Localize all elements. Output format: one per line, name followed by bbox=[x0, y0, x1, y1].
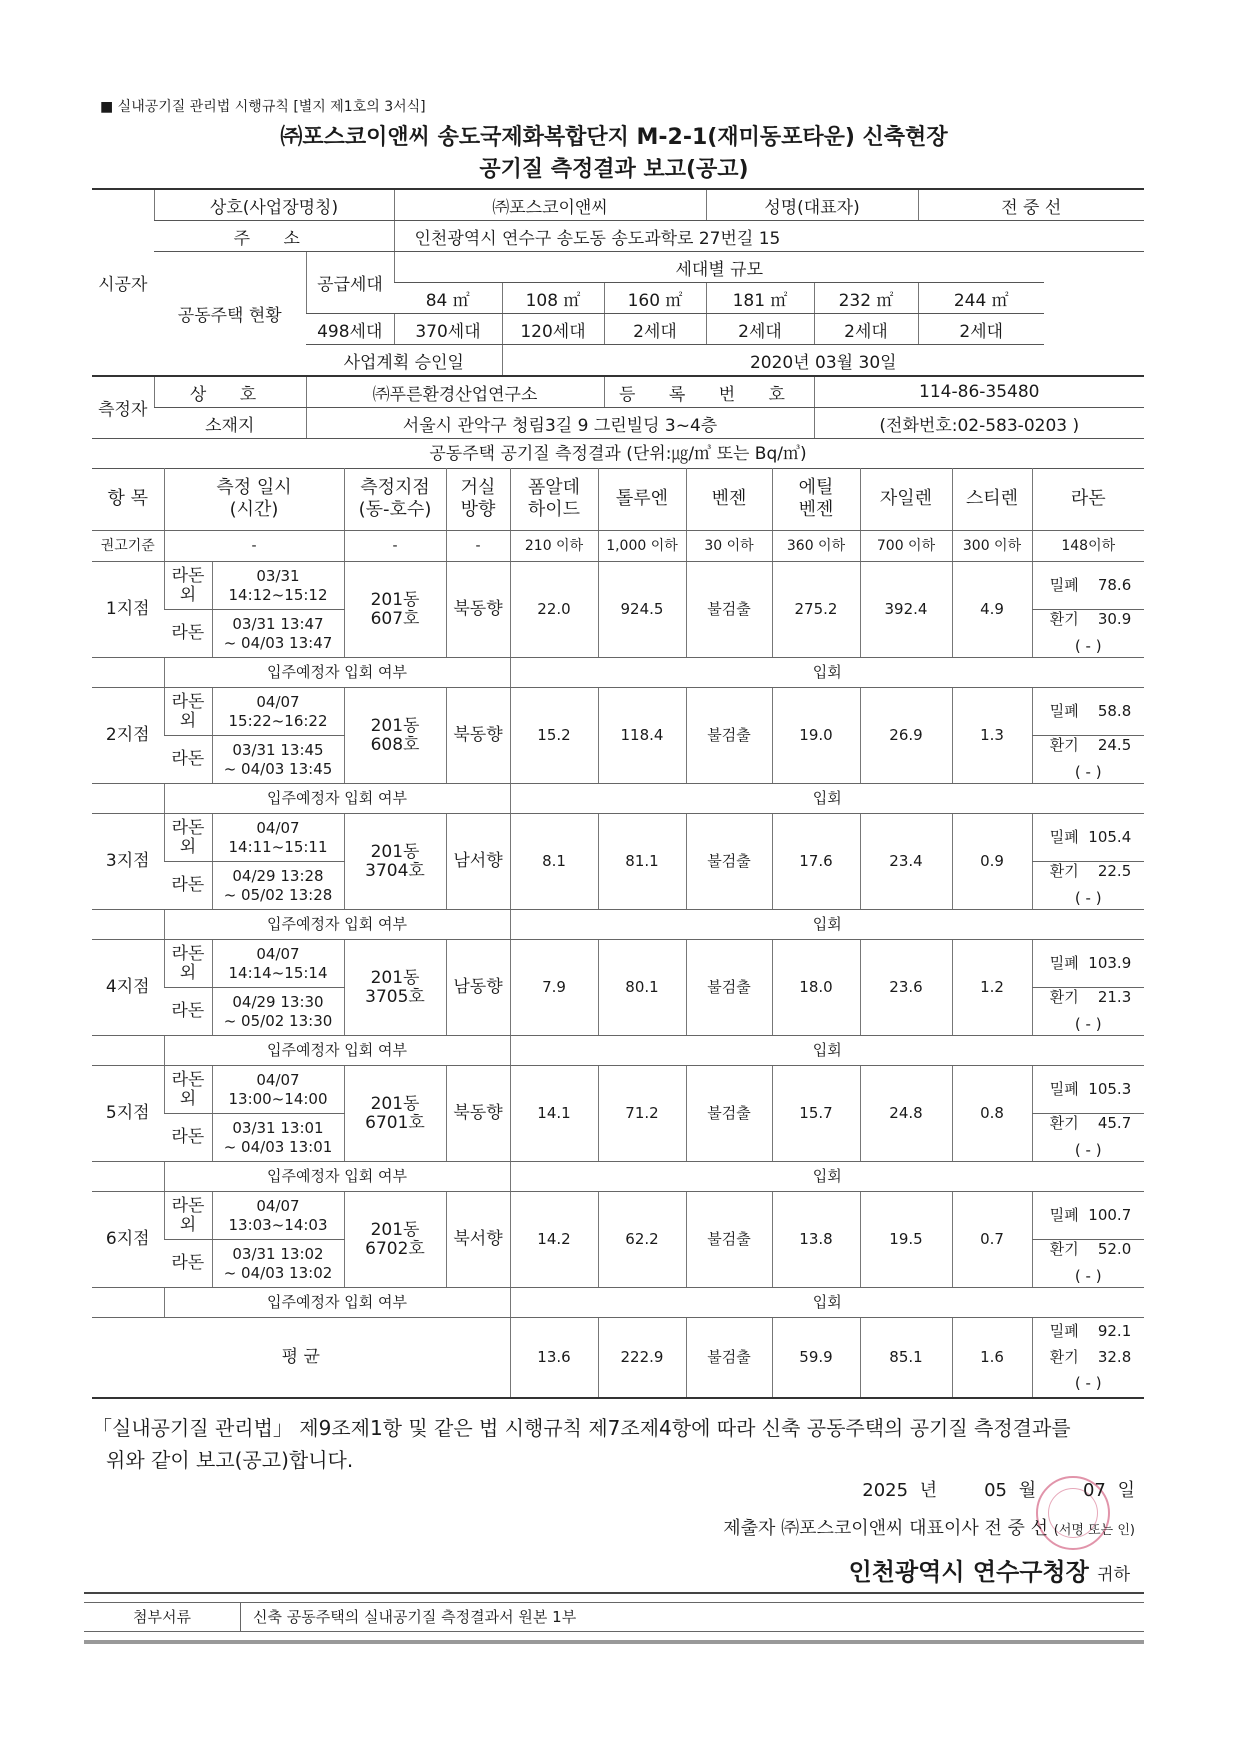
point-time-radon: 04/29 13:30 ~ 05/02 13:30 bbox=[212, 988, 344, 1036]
submitter bbox=[723, 1514, 1135, 1540]
radon-closed-label: 밀폐 bbox=[1049, 702, 1079, 720]
radon-closed-cell bbox=[1032, 688, 1144, 736]
average-radon-paren: ( - ) bbox=[1074, 1374, 1102, 1393]
point-name: 3지점 bbox=[92, 814, 164, 910]
value-styrene: 0.8 bbox=[952, 1066, 1032, 1162]
recipient-name: 인천광역시 연수구청장 bbox=[848, 1558, 1089, 1586]
average-formaldehyde: 13.6 bbox=[510, 1318, 598, 1398]
radon-paren: ( - ) bbox=[1074, 637, 1102, 655]
header-item: 항 목 bbox=[92, 468, 164, 531]
point-location: 201동 607호 bbox=[344, 562, 446, 658]
radon-paren: ( - ) bbox=[1074, 889, 1102, 907]
average-radon-vent-value: 32.8 bbox=[1097, 1348, 1132, 1367]
radon-closed-label: 밀폐 bbox=[1049, 1080, 1079, 1098]
units-244: 2세대 bbox=[918, 314, 1044, 345]
kind-other-label: 라돈 외 bbox=[164, 562, 212, 610]
radon-paren: ( - ) bbox=[1074, 763, 1102, 781]
header-datetime: 측정 일시 (시간) bbox=[164, 468, 344, 531]
average-benzene: 불검출 bbox=[686, 1318, 772, 1398]
average-radon-vent-label: 환기 bbox=[1049, 1348, 1079, 1367]
radon-vent-value: 30.9 bbox=[1097, 610, 1132, 628]
value-ethylbenzene: 15.7 bbox=[772, 1066, 860, 1162]
radon-vent-cell bbox=[1032, 736, 1144, 784]
honorific: 귀하 bbox=[1097, 1565, 1130, 1585]
point-direction: 북서향 bbox=[446, 1192, 510, 1288]
value-toluene: 62.2 bbox=[598, 1192, 686, 1288]
radon-closed-value: 105.4 bbox=[1088, 828, 1132, 846]
average-row bbox=[92, 1318, 1144, 1398]
builder-name-label: 상호(사업장명칭) bbox=[154, 189, 394, 221]
radon-vent-label: 환기 bbox=[1049, 862, 1079, 880]
attend-value: 입회 bbox=[510, 784, 1144, 814]
kind-radon-label: 라돈 bbox=[164, 988, 212, 1036]
point-direction: 남서향 bbox=[446, 814, 510, 910]
kind-radon-label: 라돈 bbox=[164, 1240, 212, 1288]
standard-point: - bbox=[344, 531, 446, 562]
closing-line-1: 「실내공기질 관리법」 제9조제1항 및 같은 법 시행규칙 제7조제4항에 따라 신축 공동주택의 공기질 측정결과를 bbox=[92, 1416, 1071, 1440]
point-location: 201동 6702호 bbox=[344, 1192, 446, 1288]
average-styrene: 1.6 bbox=[952, 1318, 1032, 1398]
radon-vent-label: 환기 bbox=[1049, 736, 1079, 754]
total-units: 498세대 bbox=[306, 314, 394, 345]
point-location: 201동 608호 bbox=[344, 688, 446, 784]
value-ethylbenzene: 18.0 bbox=[772, 940, 860, 1036]
point-time-other: 04/07 15:22~16:22 bbox=[212, 688, 344, 736]
results-table bbox=[92, 468, 1144, 1399]
kind-radon-label: 라돈 bbox=[164, 736, 212, 784]
builder-rep-label: 성명(대표자) bbox=[706, 189, 918, 221]
attend-spacer bbox=[92, 1162, 164, 1192]
point-time-radon: 03/31 13:45 ~ 04/03 13:45 bbox=[212, 736, 344, 784]
value-formaldehyde: 22.0 bbox=[510, 562, 598, 658]
radon-closed-cell bbox=[1032, 940, 1144, 988]
attend-spacer bbox=[92, 784, 164, 814]
attachment-row bbox=[84, 1602, 1144, 1632]
radon-closed-cell bbox=[1032, 1192, 1144, 1240]
attend-spacer bbox=[92, 910, 164, 940]
standard-benzene: 30 이하 bbox=[686, 531, 772, 562]
form-reference: ■ 실내공기질 관리법 시행규칙 [별지 제1호의 3서식] bbox=[100, 99, 426, 115]
measurer-loc-label: 소재지 bbox=[154, 408, 306, 439]
value-styrene: 1.2 bbox=[952, 940, 1032, 1036]
attend-label: 입주예정자 입회 여부 bbox=[164, 1162, 510, 1192]
radon-vent-label: 환기 bbox=[1049, 988, 1079, 1006]
supply-label: 공급세대 bbox=[306, 252, 394, 314]
value-benzene: 불검출 bbox=[686, 940, 772, 1036]
value-styrene: 1.3 bbox=[952, 688, 1032, 784]
standard-ethylbenzene: 360 이하 bbox=[772, 531, 860, 562]
point-row bbox=[92, 1192, 1144, 1240]
header-styrene: 스티렌 bbox=[952, 468, 1032, 531]
units-181: 2세대 bbox=[706, 314, 814, 345]
value-xylene: 23.4 bbox=[860, 814, 952, 910]
radon-paren: ( - ) bbox=[1074, 1141, 1102, 1159]
standard-dir: - bbox=[446, 531, 510, 562]
attend-value: 입회 bbox=[510, 1036, 1144, 1066]
radon-vent-cell bbox=[1032, 1114, 1144, 1162]
point-direction: 남동향 bbox=[446, 940, 510, 1036]
size-181: 181 ㎡ bbox=[706, 283, 814, 314]
attend-spacer bbox=[92, 1288, 164, 1318]
attachment-bottom-rule bbox=[84, 1640, 1144, 1644]
attend-label: 입주예정자 입회 여부 bbox=[164, 658, 510, 688]
closing-statement bbox=[92, 1412, 1144, 1476]
attend-label: 입주예정자 입회 여부 bbox=[164, 784, 510, 814]
size-232: 232 ㎡ bbox=[814, 283, 918, 314]
value-toluene: 924.5 bbox=[598, 562, 686, 658]
radon-closed-cell bbox=[1032, 1066, 1144, 1114]
average-radon bbox=[1032, 1318, 1144, 1398]
radon-paren: ( - ) bbox=[1074, 1015, 1102, 1033]
kind-other-label: 라돈 외 bbox=[164, 940, 212, 988]
attend-spacer bbox=[92, 658, 164, 688]
radon-vent-label: 환기 bbox=[1049, 610, 1079, 628]
value-ethylbenzene: 17.6 bbox=[772, 814, 860, 910]
units-160: 2세대 bbox=[604, 314, 706, 345]
radon-closed-label: 밀폐 bbox=[1049, 576, 1079, 594]
attend-value: 입회 bbox=[510, 1162, 1144, 1192]
point-name: 4지점 bbox=[92, 940, 164, 1036]
housing-label: 공동주택 현황 bbox=[154, 252, 306, 377]
attend-row bbox=[92, 784, 1144, 814]
standard-toluene: 1,000 이하 bbox=[598, 531, 686, 562]
point-name: 6지점 bbox=[92, 1192, 164, 1288]
value-xylene: 19.5 bbox=[860, 1192, 952, 1288]
kind-other-label: 라돈 외 bbox=[164, 688, 212, 736]
point-time-other: 04/07 13:03~14:03 bbox=[212, 1192, 344, 1240]
measurer-tel: (전화번호:02-583-0203 ) bbox=[814, 408, 1144, 439]
value-styrene: 0.9 bbox=[952, 814, 1032, 910]
attend-row bbox=[92, 910, 1144, 940]
measurer-reg: 114-86-35480 bbox=[814, 376, 1144, 408]
point-time-radon: 03/31 13:01 ~ 04/03 13:01 bbox=[212, 1114, 344, 1162]
value-ethylbenzene: 13.8 bbox=[772, 1192, 860, 1288]
radon-vent-value: 24.5 bbox=[1097, 736, 1132, 754]
attend-label: 입주예정자 입회 여부 bbox=[164, 1288, 510, 1318]
radon-vent-value: 21.3 bbox=[1097, 988, 1132, 1006]
kind-other-label: 라돈 외 bbox=[164, 1066, 212, 1114]
point-name: 1지점 bbox=[92, 562, 164, 658]
point-direction: 북동향 bbox=[446, 1066, 510, 1162]
radon-vent-cell bbox=[1032, 862, 1144, 910]
radon-closed-value: 105.3 bbox=[1088, 1080, 1132, 1098]
attachment-label: 첨부서류 bbox=[84, 1603, 241, 1631]
builder-section-label: 시공자 bbox=[92, 189, 154, 376]
attend-row bbox=[92, 658, 1144, 688]
units-232: 2세대 bbox=[814, 314, 918, 345]
value-benzene: 불검출 bbox=[686, 1066, 772, 1162]
radon-paren: ( - ) bbox=[1074, 1267, 1102, 1285]
submitter-text: 제출자 ㈜포스코이앤씨 대표이사 전 중 선 bbox=[723, 1518, 1049, 1539]
standard-formaldehyde: 210 이하 bbox=[510, 531, 598, 562]
attend-row bbox=[92, 1162, 1144, 1192]
point-time-other: 03/31 14:12~15:12 bbox=[212, 562, 344, 610]
kind-other-label: 라돈 외 bbox=[164, 1192, 212, 1240]
attend-row bbox=[92, 1288, 1144, 1318]
average-ethylbenzene: 59.9 bbox=[772, 1318, 860, 1398]
value-xylene: 392.4 bbox=[860, 562, 952, 658]
value-xylene: 26.9 bbox=[860, 688, 952, 784]
title-line-2: 공기질 측정결과 보고(공고) bbox=[479, 157, 749, 182]
builder-addr-label: 주 소 bbox=[154, 221, 394, 252]
attachment-top-rule bbox=[84, 1592, 1144, 1594]
average-xylene: 85.1 bbox=[860, 1318, 952, 1398]
average-label: 평 균 bbox=[92, 1318, 510, 1398]
value-toluene: 118.4 bbox=[598, 688, 686, 784]
size-244: 244 ㎡ bbox=[918, 283, 1044, 314]
attend-spacer bbox=[92, 1036, 164, 1066]
point-time-radon: 03/31 13:47 ~ 04/03 13:47 bbox=[212, 610, 344, 658]
radon-closed-cell bbox=[1032, 562, 1144, 610]
average-radon-closed-value: 92.1 bbox=[1097, 1322, 1132, 1341]
measurer-loc: 서울시 관악구 청림3길 9 그린빌딩 3~4층 bbox=[306, 408, 814, 439]
measurer-name-label: 상 호 bbox=[154, 376, 306, 408]
point-location: 201동 6701호 bbox=[344, 1066, 446, 1162]
value-formaldehyde: 8.1 bbox=[510, 814, 598, 910]
attend-label: 입주예정자 입회 여부 bbox=[164, 910, 510, 940]
info-table bbox=[92, 188, 1144, 439]
approval-date: 2020년 03월 30일 bbox=[502, 345, 1144, 377]
value-ethylbenzene: 275.2 bbox=[772, 562, 860, 658]
standard-label: 권고기준 bbox=[92, 531, 164, 562]
value-toluene: 71.2 bbox=[598, 1066, 686, 1162]
point-name: 2지점 bbox=[92, 688, 164, 784]
average-radon-closed bbox=[1037, 1318, 1141, 1344]
builder-name: ㈜포스코이앤씨 bbox=[394, 189, 706, 221]
radon-vent-label: 환기 bbox=[1049, 1240, 1079, 1258]
average-toluene: 222.9 bbox=[598, 1318, 686, 1398]
value-benzene: 불검출 bbox=[686, 814, 772, 910]
value-xylene: 24.8 bbox=[860, 1066, 952, 1162]
radon-closed-value: 100.7 bbox=[1088, 1206, 1132, 1224]
kind-radon-label: 라돈 bbox=[164, 1114, 212, 1162]
standard-radon: 148이하 bbox=[1032, 531, 1144, 562]
radon-vent-value: 45.7 bbox=[1097, 1114, 1132, 1132]
attend-label: 입주예정자 입회 여부 bbox=[164, 1036, 510, 1066]
attend-value: 입회 bbox=[510, 1288, 1144, 1318]
radon-closed-cell bbox=[1032, 814, 1144, 862]
point-direction: 북동향 bbox=[446, 688, 510, 784]
value-xylene: 23.6 bbox=[860, 940, 952, 1036]
builder-rep: 전 중 선 bbox=[918, 189, 1144, 221]
value-formaldehyde: 14.1 bbox=[510, 1066, 598, 1162]
standard-xylene: 700 이하 bbox=[860, 531, 952, 562]
average-radon-vent bbox=[1037, 1344, 1141, 1370]
value-formaldehyde: 15.2 bbox=[510, 688, 598, 784]
point-row bbox=[92, 562, 1144, 610]
kind-radon-label: 라돈 bbox=[164, 610, 212, 658]
recipient bbox=[849, 1552, 1130, 1587]
point-location: 201동 3705호 bbox=[344, 940, 446, 1036]
point-time-radon: 03/31 13:02 ~ 04/03 13:02 bbox=[212, 1240, 344, 1288]
radon-vent-cell bbox=[1032, 988, 1144, 1036]
attachment-value: 신축 공동주택의 실내공기질 측정결과서 원본 1부 bbox=[253, 1608, 577, 1626]
point-time-radon: 04/29 13:28 ~ 05/02 13:28 bbox=[212, 862, 344, 910]
header-toluene: 톨루엔 bbox=[598, 468, 686, 531]
builder-addr: 인천광역시 연수구 송도동 송도과학로 27번길 15 bbox=[394, 221, 1144, 252]
point-name: 5지점 bbox=[92, 1066, 164, 1162]
document-title bbox=[84, 122, 1144, 186]
closing-line-2: 위와 같이 보고(공고)합니다. bbox=[106, 1448, 354, 1472]
value-toluene: 81.1 bbox=[598, 814, 686, 910]
radon-closed-value: 78.6 bbox=[1097, 576, 1132, 594]
size-108: 108 ㎡ bbox=[502, 283, 604, 314]
value-styrene: 4.9 bbox=[952, 562, 1032, 658]
radon-vent-value: 52.0 bbox=[1097, 1240, 1132, 1258]
report-date: 2025 년 05 월 07 일 bbox=[862, 1480, 1135, 1501]
results-heading: 공동주택 공기질 측정결과 (단위:㎍/㎥ 또는 Bq/㎥) bbox=[92, 440, 1144, 469]
radon-vent-cell bbox=[1032, 610, 1144, 658]
header-formaldehyde: 폼알데 하이드 bbox=[510, 468, 598, 531]
header-point: 측정지점 (동-호수) bbox=[344, 468, 446, 531]
attend-row bbox=[92, 1036, 1144, 1066]
value-ethylbenzene: 19.0 bbox=[772, 688, 860, 784]
attend-value: 입회 bbox=[510, 910, 1144, 940]
units-108: 120세대 bbox=[502, 314, 604, 345]
value-benzene: 불검출 bbox=[686, 1192, 772, 1288]
approval-label: 사업계획 승인일 bbox=[306, 345, 502, 377]
scale-label: 세대별 규모 bbox=[394, 252, 1044, 283]
point-row bbox=[92, 814, 1144, 862]
size-160: 160 ㎡ bbox=[604, 283, 706, 314]
point-row bbox=[92, 1066, 1144, 1114]
radon-closed-label: 밀폐 bbox=[1049, 954, 1079, 972]
radon-closed-value: 58.8 bbox=[1097, 702, 1132, 720]
measurer-reg-label: 등 록 번 호 bbox=[604, 376, 814, 408]
value-benzene: 불검출 bbox=[686, 562, 772, 658]
radon-closed-label: 밀폐 bbox=[1049, 828, 1079, 846]
header-xylene: 자일렌 bbox=[860, 468, 952, 531]
units-84: 370세대 bbox=[394, 314, 502, 345]
point-row bbox=[92, 688, 1144, 736]
radon-closed-value: 103.9 bbox=[1088, 954, 1132, 972]
standard-datetime: - bbox=[164, 531, 344, 562]
average-radon-closed-label: 밀폐 bbox=[1049, 1322, 1079, 1341]
kind-other-label: 라돈 외 bbox=[164, 814, 212, 862]
kind-radon-label: 라돈 bbox=[164, 862, 212, 910]
radon-vent-cell bbox=[1032, 1240, 1144, 1288]
radon-vent-label: 환기 bbox=[1049, 1114, 1079, 1132]
measurer-name: ㈜푸른환경산업연구소 bbox=[306, 376, 604, 408]
radon-closed-label: 밀폐 bbox=[1049, 1206, 1079, 1224]
value-formaldehyde: 7.9 bbox=[510, 940, 598, 1036]
value-benzene: 불검출 bbox=[686, 688, 772, 784]
header-radon: 라돈 bbox=[1032, 468, 1144, 531]
radon-vent-value: 22.5 bbox=[1097, 862, 1132, 880]
header-ethylbenzene: 에틸 벤젠 bbox=[772, 468, 860, 531]
point-time-other: 04/07 13:00~14:00 bbox=[212, 1066, 344, 1114]
size-84: 84 ㎡ bbox=[394, 283, 502, 314]
value-toluene: 80.1 bbox=[598, 940, 686, 1036]
sign-note: (서명 또는 인) bbox=[1053, 1523, 1135, 1538]
title-line-1: ㈜포스코이앤씨 송도국제화복합단지 M-2-1(재미동포타운) 신축현장 bbox=[280, 125, 948, 150]
header-dir: 거실 방향 bbox=[446, 468, 510, 531]
header-benzene: 벤젠 bbox=[686, 468, 772, 531]
measurer-section-label: 측정자 bbox=[92, 376, 154, 439]
point-time-other: 04/07 14:11~15:11 bbox=[212, 814, 344, 862]
point-row bbox=[92, 940, 1144, 988]
point-time-other: 04/07 14:14~15:14 bbox=[212, 940, 344, 988]
point-location: 201동 3704호 bbox=[344, 814, 446, 910]
value-formaldehyde: 14.2 bbox=[510, 1192, 598, 1288]
point-direction: 북동향 bbox=[446, 562, 510, 658]
standard-styrene: 300 이하 bbox=[952, 531, 1032, 562]
value-styrene: 0.7 bbox=[952, 1192, 1032, 1288]
attend-value: 입회 bbox=[510, 658, 1144, 688]
